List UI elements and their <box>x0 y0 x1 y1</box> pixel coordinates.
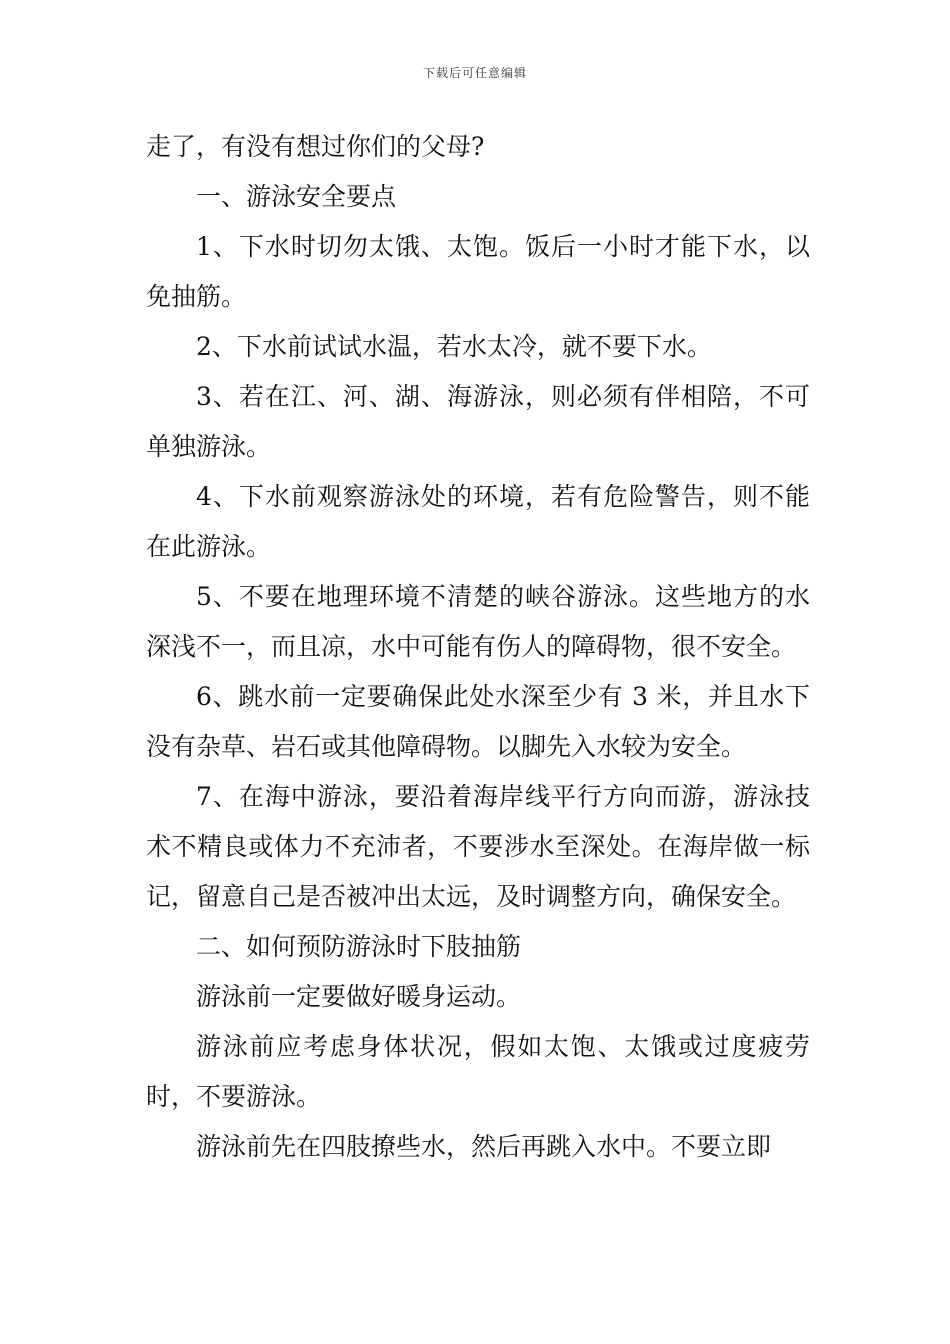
list-item: 7、在海中游泳，要沿着海岸线平行方向而游，游泳技术不精良或体力不充沛者，不要涉水至深处。在海岸做一标记，留意自己是否被冲出太远，及时调整方向，确保安全。 <box>146 782 810 911</box>
paragraph: 游泳前先在四肢撩些水，然后再跳入水中。不要立即 <box>196 1132 772 1161</box>
header-note: 下载后可任意编辑 <box>422 66 527 80</box>
paragraph: 游泳前应考虑身体状况，假如太饱、太饿或过度疲劳时，不要游泳。 <box>146 1032 810 1111</box>
list-item: 4、下水前观察游泳处的环境，若有危险警告，则不能在此游泳。 <box>146 482 810 561</box>
list-item: 5、不要在地理环境不清楚的峡谷游泳。这些地方的水深浅不一，而且凉，水中可能有伤人的障碍物，很不安全。 <box>146 582 810 661</box>
paragraph: 游泳前一定要做好暖身运动。 <box>196 982 522 1011</box>
paragraph: 走了，有没有想过你们的父母? <box>146 132 485 161</box>
list-item: 2、下水前试试水温，若水太冷，就不要下水。 <box>196 332 712 361</box>
document-body <box>146 122 810 1172</box>
section-heading-cramp-prevention: 二、如何预防游泳时下肢抽筋 <box>196 932 522 961</box>
list-item: 6、跳水前一定要确保此处水深至少有 3 米，并且水下没有杂草、岩石或其他障碍物。以脚先入水较为安全。 <box>146 682 810 761</box>
list-item: 1、下水时切勿太饿、太饱。饭后一小时才能下水，以免抽筋。 <box>146 232 810 311</box>
section-heading-safety-points: 一、游泳安全要点 <box>196 182 397 211</box>
list-item: 3、若在江、河、湖、海游泳，则必须有伴相陪，不可单独游泳。 <box>146 382 810 461</box>
